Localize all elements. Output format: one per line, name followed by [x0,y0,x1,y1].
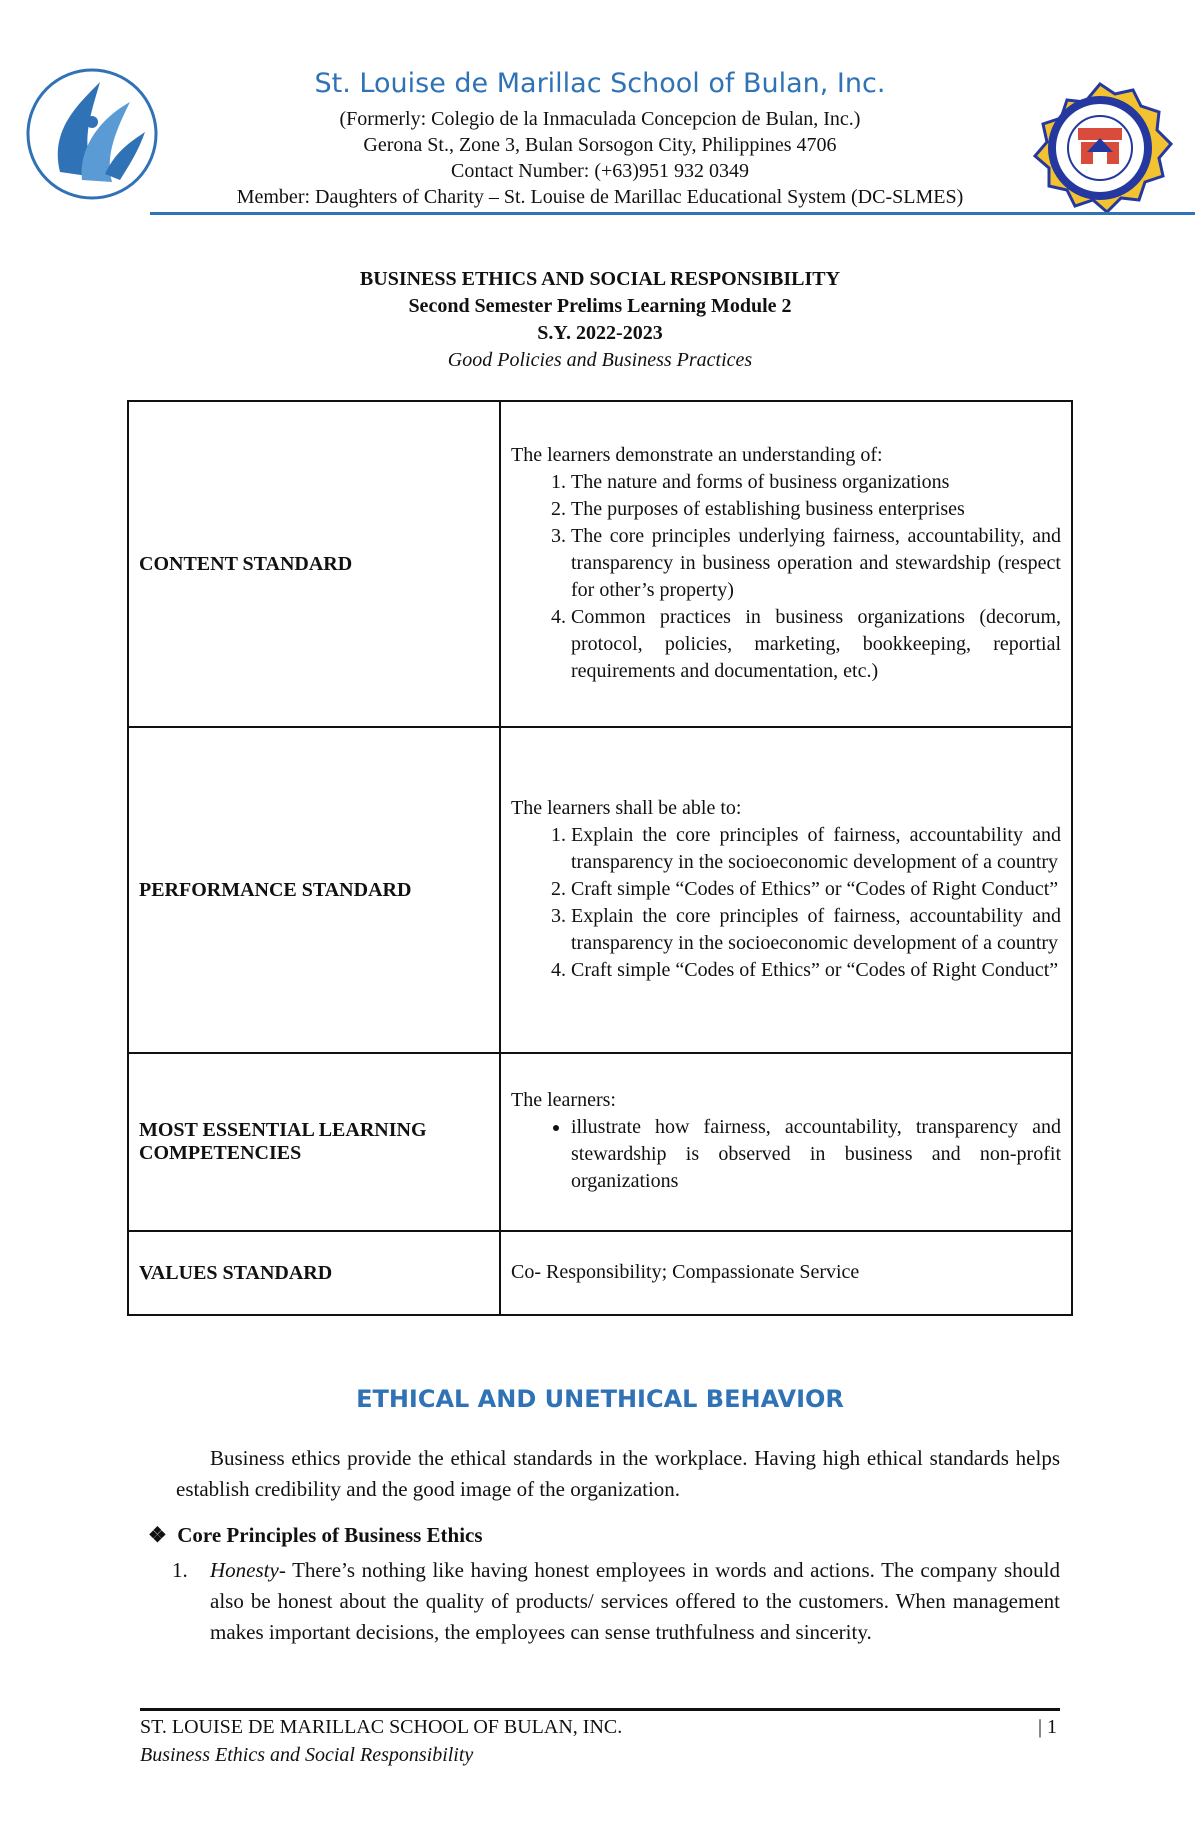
school-seal-right [1023,82,1178,217]
subject-title: BUSINESS ETHICS AND SOCIAL RESPONSIBILITY [359,268,841,290]
header-divider [150,212,1195,215]
section-intro: Business ethics provide the ethical standards in the workplace. Having high ethical standards helps establish credibility and the good image of the organization. [176,1446,1060,1501]
section-heading: ETHICAL AND UNETHICAL BEHAVIOR [356,1385,844,1413]
list-item: 4. Common practices in business organizations (decorum, protocol, policies, marketing, bookkeeping, reportial requirements and documentation, etc.) [571,604,1061,685]
content-standard-list [511,469,1061,685]
melc-cell [500,1053,1072,1231]
table-row-melc [128,1053,1072,1231]
melc-list [511,1114,1061,1195]
list-item: • illustrate how fairness, accountability, transparency and stewardship is observed in business and non-profit organizations [571,1114,1061,1195]
membership: Member: Daughters of Charity – St. Louise de Marillac Educational System (DC-SLMES) [236,186,964,208]
footer-divider [140,1708,1060,1711]
content-standard-intro: The learners demonstrate an understanding of: [511,443,883,466]
list-item: 2. Craft simple “Codes of Ethics” or “Codes of Right Conduct” [571,876,1061,903]
principles-heading-text: Core Principles of Business Ethics [177,1523,483,1547]
list-item: 1. Explain the core principles of fairness, accountability and transparency in the socioeconomic development of a country [571,822,1061,876]
principle-text: - There’s nothing like having honest employees in words and actions. The company should also be honest about the quality of products/ services offered to the customers. When management makes important decisions, the employees can sense truthfulness and sincerity. [210,1558,1060,1644]
module-title: Second Semester Prelims Learning Module 2 [408,295,792,317]
contact-number: Contact Number: (+63)951 932 0349 [451,160,749,182]
school-year: S.Y. 2022-2023 [537,322,663,344]
performance-standard-label: PERFORMANCE STANDARD [128,727,500,1053]
content-standard-label: CONTENT STANDARD [128,401,500,727]
list-item: 2. The purposes of establishing business enterprises [571,496,1061,523]
page-number: | 1 [1038,1716,1058,1738]
principles-heading [148,1523,483,1548]
performance-standard-list [511,822,1061,984]
melc-intro: The learners: [511,1089,616,1111]
values-standard-text: Co- Responsibility; Compassionate Service [500,1231,1072,1315]
former-name: (Formerly: Colegio de la Inmaculada Concepcion de Bulan, Inc.) [339,108,861,130]
principle-item [172,1555,1060,1648]
performance-standard-intro: The learners shall be able to: [511,796,742,819]
module-topic: Good Policies and Business Practices [447,349,753,371]
list-item: 3. Explain the core principles of fairness, accountability and transparency in the socioeconomic development of a country [571,903,1061,957]
diamond-bullet-icon: ❖ [148,1523,167,1547]
footer-subject: Business Ethics and Social Responsibility [140,1744,474,1766]
list-item: 1. The nature and forms of business organizations [571,469,1061,496]
school-address: Gerona St., Zone 3, Bulan Sorsogon City, Philippines 4706 [363,134,837,156]
letterhead [0,0,1200,230]
melc-label: MOST ESSENTIAL LEARNING COMPETENCIES [128,1053,500,1231]
list-item: 3. The core principles underlying fairness, accountability, and transparency in business operation and stewardship (respect for other’s property) [571,523,1061,604]
school-name: St. Louise de Marillac School of Bulan, Inc. [314,68,886,99]
standards-table [127,400,1073,1316]
performance-standard-cell [500,727,1072,1053]
content-standard-cell [500,401,1072,727]
values-standard-label: VALUES STANDARD [128,1231,500,1315]
table-row-content-standard [128,401,1072,727]
table-row-values-standard [128,1231,1072,1315]
principle-number: 1. [172,1558,188,1582]
footer-school-name: ST. LOUISE DE MARILLAC SCHOOL OF BULAN, INC. [140,1716,623,1738]
list-item: 4. Craft simple “Codes of Ethics” or “Codes of Right Conduct” [571,957,1061,984]
table-row-performance-standard [128,727,1072,1053]
principle-term: Honesty [210,1558,279,1582]
